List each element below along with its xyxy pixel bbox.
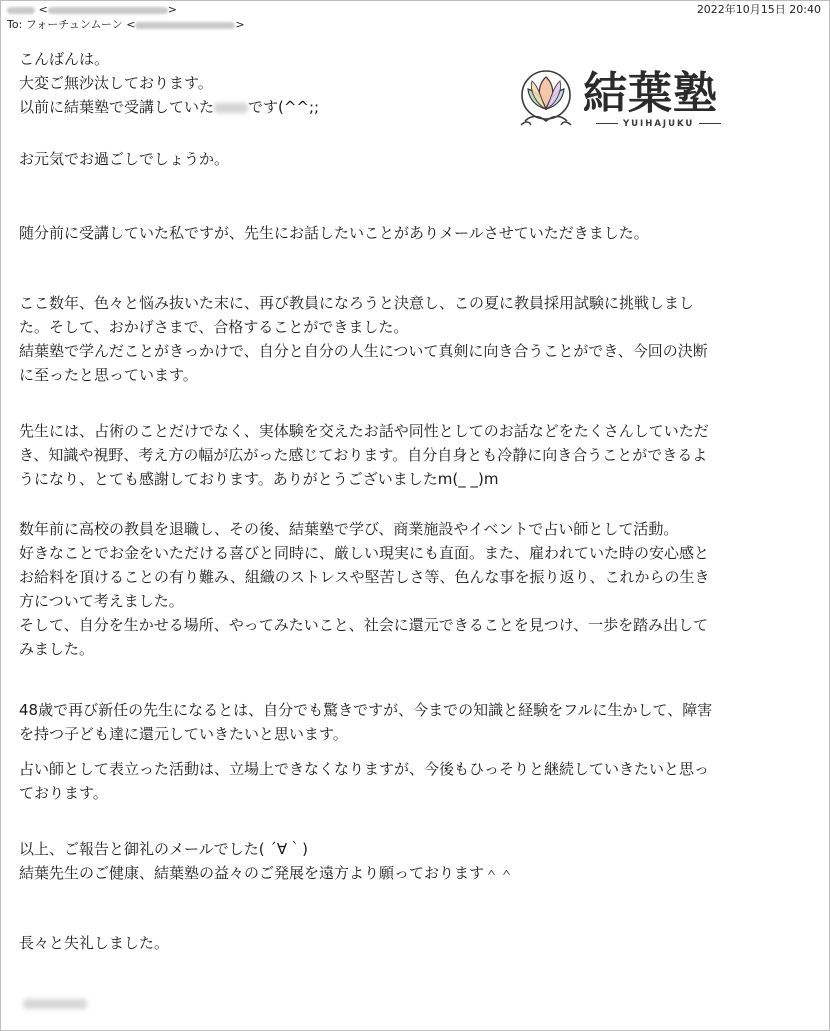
closing-paragraph: 以上、ご報告と御礼のメールでした( ´∀｀) 結葉先生のご健康、結葉塾の益々のご発展を遠方より願っております＾＾ — [19, 840, 515, 882]
exam-paragraph: ここ数年、色々と悩み抜いた末に、再び教員になろうと決意し、この夏に教員採用試験に挑戦しまし た。そして、おかげさまで、合格することができました。 結葉塾で学んだことがきっかけで、自分と自分の人生について真剣に向き合うことができ、今回の決断 に至ったと思っています。 — [19, 294, 708, 384]
wellbeing-paragraph: お元気でお過ごしでしょうか。 — [19, 150, 230, 168]
history-paragraph: 数年前に高校の教員を退職し、その後、結葉塾で学び、商業施設やイベントで占い師として活動。 好きなことでお金をいただける喜びと同時に、厳しい現実にも直面。また、雇われていた時の安心感と お給料を頂けることの有り難み、組織のストレスや堅苦しさ等、色んな事を振り返り、これからの生き 方について考えました。 そして、自分を生かせる場所、やってみたいこと、社会に還元できることを見つけ、一歩を踏み出して みました。 — [19, 520, 710, 658]
email-from-row: < > — [7, 3, 177, 17]
greeting-line-2: 大変ご無沙汰しております。 — [19, 74, 213, 92]
greeting-paragraph — [19, 47, 815, 119]
email-to-row: To: フォーチュンムーン < > — [7, 18, 245, 31]
recipient-label: To: フォーチュンムーン — [7, 18, 123, 31]
greeting-line-3: 以前に結葉塾で受講していた です(^^;; — [19, 98, 320, 116]
thanks-paragraph: 先生には、占術のことだけでなく、実体験を交えたお話や同性としてのお話などをたくさんしていただ き、知識や視野、考え方の幅が広がった感じております。自分自身とも冷静に向き合うことができるよ うになり、とても感謝しております。ありがとうございましたm(_ _)m — [19, 422, 709, 488]
logo-subtitle: YUIHAJUKU — [591, 119, 717, 129]
recipient-email-redacted — [135, 22, 235, 29]
new-teacher-paragraph: 48歳で再び新任の先生になるとは、自分でも驚きですが、今までの知識と経験をフルに生かして、障害 を持つ子ども達に還元していきたいと思います。 — [19, 701, 713, 743]
farewell-paragraph: 長々と失礼しました。 — [19, 934, 170, 952]
logo-title: 結葉塾 — [583, 68, 718, 119]
signature-redacted — [23, 999, 87, 1009]
writer-name-redacted — [214, 103, 248, 113]
purpose-paragraph: 随分前に受講していた私ですが、先生にお話したいことがありメールさせていただきました。 — [19, 224, 649, 242]
sender-email-redacted — [48, 7, 168, 14]
fortune-activity-paragraph: 占い師として表立った活動は、立場上できなくなりますが、今後もひっそりと継続していきたいと思っ ております。 — [19, 760, 710, 802]
sender-name-redacted — [7, 7, 35, 14]
email-date: 2022年10月15日 20:40 — [696, 3, 821, 16]
greeting-line-1: こんばんは。 — [19, 50, 110, 68]
